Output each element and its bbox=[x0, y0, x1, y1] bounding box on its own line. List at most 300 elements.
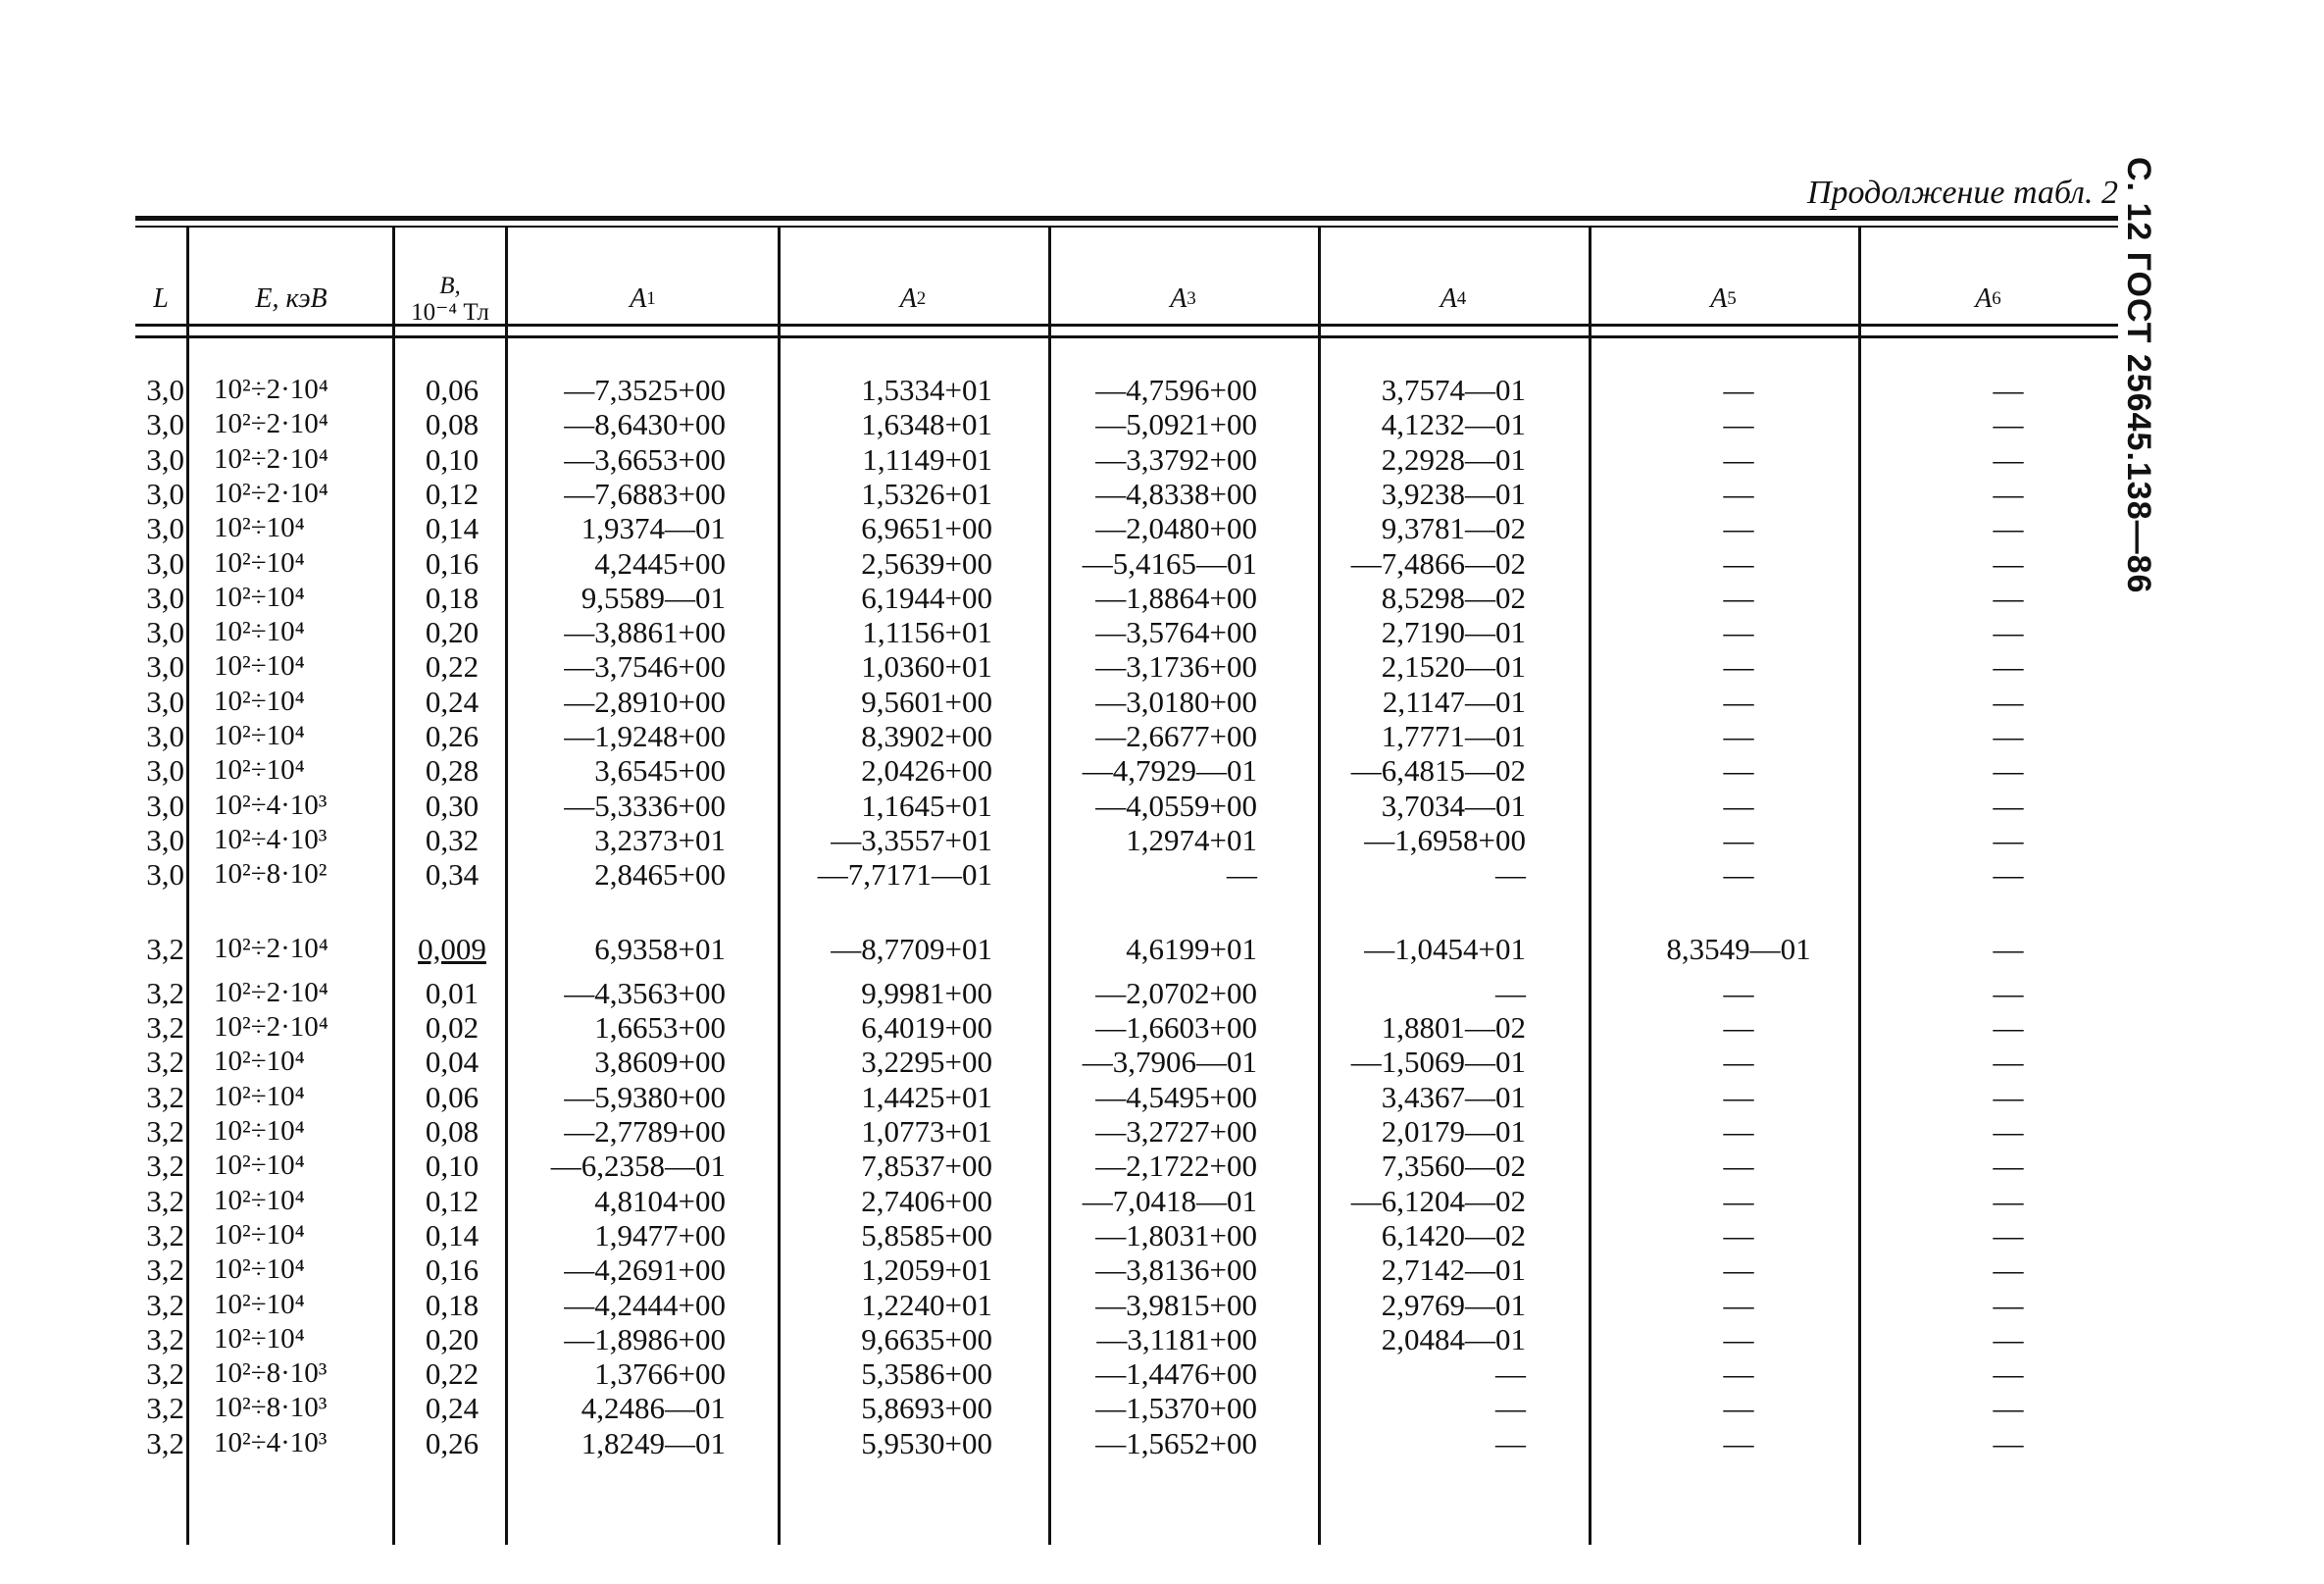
cell-a1: —1,9248+00 bbox=[564, 719, 726, 753]
cell-a3: —3,1736+00 bbox=[1095, 649, 1257, 685]
cell-e: 10²÷4·10³ bbox=[214, 789, 328, 821]
cell-a6: — bbox=[1993, 1079, 2024, 1114]
cell-a2: 6,4019+00 bbox=[861, 1010, 992, 1046]
cell-b: 0,06 bbox=[425, 1079, 480, 1114]
cell-e: 10²÷10⁴ bbox=[214, 1184, 305, 1216]
cell-a5: — bbox=[1723, 788, 1754, 823]
table-row bbox=[135, 1426, 2118, 1460]
cell-a1: —3,8861+00 bbox=[564, 615, 726, 650]
cell-b: 0,10 bbox=[425, 1149, 480, 1184]
cell-e: 10²÷10⁴ bbox=[214, 1150, 305, 1182]
cell-e: 10²÷2·10⁴ bbox=[214, 477, 328, 509]
cell-l: 3,2 bbox=[146, 1183, 184, 1218]
cell-a1: —4,2691+00 bbox=[564, 1252, 726, 1288]
cell-b: 0,02 bbox=[425, 1010, 480, 1046]
cell-a1: 4,8104+00 bbox=[594, 1183, 726, 1218]
cell-l: 3,2 bbox=[146, 1149, 184, 1184]
cell-e: 10²÷10⁴ bbox=[214, 581, 305, 613]
cell-a6: — bbox=[1993, 975, 2024, 1010]
cell-b: 0,18 bbox=[425, 580, 480, 615]
table-row bbox=[135, 477, 2118, 511]
cell-e: 10²÷10⁴ bbox=[214, 546, 305, 579]
cell-a6: — bbox=[1993, 719, 2024, 753]
cell-a1: —2,8910+00 bbox=[564, 684, 726, 719]
cell-a3: —7,0418—01 bbox=[1082, 1183, 1257, 1218]
cell-b: 0,24 bbox=[425, 684, 480, 719]
header-a1-index: 1 bbox=[646, 287, 656, 309]
cell-a4: —6,1204—02 bbox=[1350, 1183, 1526, 1218]
cell-a2: 1,1156+01 bbox=[862, 615, 992, 650]
header-l: L bbox=[153, 282, 169, 314]
cell-b: 0,30 bbox=[425, 788, 480, 823]
cell-a3: —1,8864+00 bbox=[1095, 580, 1257, 615]
cell-a6: — bbox=[1993, 373, 2024, 407]
cell-a4: — bbox=[1495, 1356, 1526, 1392]
cell-b: 0,32 bbox=[425, 822, 480, 857]
cell-a2: 5,8585+00 bbox=[861, 1217, 992, 1252]
header-a2-index: 2 bbox=[916, 287, 927, 309]
header-a5 bbox=[1589, 255, 1858, 343]
cell-a3: —2,6677+00 bbox=[1095, 719, 1257, 753]
cell-a4: 2,2928—01 bbox=[1381, 441, 1526, 477]
cell-a5: — bbox=[1723, 476, 1754, 511]
cell-a3: —2,0480+00 bbox=[1095, 511, 1257, 546]
cell-a3: —3,8136+00 bbox=[1095, 1252, 1257, 1288]
cell-e: 10²÷10⁴ bbox=[214, 1288, 305, 1320]
cell-l: 3,2 bbox=[146, 1425, 184, 1460]
cell-a6: — bbox=[1993, 1114, 2024, 1149]
cell-b: 0,22 bbox=[425, 1356, 480, 1392]
table-row bbox=[135, 615, 2118, 649]
cell-a1: 3,2373+01 bbox=[594, 822, 726, 857]
header-a3-symbol: A bbox=[1170, 282, 1187, 314]
cell-a4: 9,3781—02 bbox=[1381, 511, 1526, 546]
cell-a4: — bbox=[1495, 857, 1526, 893]
cell-a6: — bbox=[1993, 441, 2024, 477]
cell-a6: — bbox=[1993, 788, 2024, 823]
cell-a4: 3,7574—01 bbox=[1381, 373, 1526, 407]
table-row bbox=[135, 1080, 2118, 1114]
table-row bbox=[135, 1391, 2118, 1425]
cell-l: 3,0 bbox=[146, 511, 184, 546]
cell-b: 0,22 bbox=[425, 649, 480, 685]
cell-a3: 1,2974+01 bbox=[1126, 822, 1257, 857]
header-a4-index: 4 bbox=[1456, 287, 1467, 309]
cell-a1: 4,2445+00 bbox=[594, 545, 726, 581]
cell-a1: 1,9374—01 bbox=[581, 511, 726, 546]
cell-l: 3,0 bbox=[146, 373, 184, 407]
cell-a6: — bbox=[1993, 615, 2024, 650]
cell-a2: 5,8693+00 bbox=[861, 1391, 992, 1426]
table-row bbox=[135, 407, 2118, 441]
table-row bbox=[135, 932, 2118, 966]
cell-a5: — bbox=[1723, 1045, 1754, 1080]
cell-a5: — bbox=[1723, 1356, 1754, 1392]
cell-a2: 2,5639+00 bbox=[861, 545, 992, 581]
table-row bbox=[135, 1322, 2118, 1356]
cell-e: 10²÷10⁴ bbox=[214, 754, 305, 787]
header-a3-index: 3 bbox=[1187, 287, 1196, 309]
cell-l: 3,2 bbox=[146, 1321, 184, 1356]
table-caption: Продолжение табл. 2 bbox=[1806, 175, 2118, 211]
cell-l: 3,2 bbox=[146, 975, 184, 1010]
cell-a6: — bbox=[1993, 1252, 2024, 1288]
cell-a5: — bbox=[1723, 753, 1754, 789]
cell-a3: —1,6603+00 bbox=[1095, 1010, 1257, 1046]
cell-a2: —7,7171—01 bbox=[817, 857, 992, 893]
header-e: E, кэВ bbox=[255, 282, 328, 314]
cell-a6: — bbox=[1993, 545, 2024, 581]
table-top-rule-thin bbox=[135, 226, 2118, 228]
cell-a5: — bbox=[1723, 1425, 1754, 1460]
cell-e: 10²÷10⁴ bbox=[214, 1322, 305, 1354]
cell-a5: — bbox=[1723, 1252, 1754, 1288]
cell-l: 3,0 bbox=[146, 857, 184, 893]
table-row bbox=[135, 789, 2118, 823]
cell-e: 10²÷8·10³ bbox=[214, 1357, 328, 1390]
cell-b: 0,08 bbox=[425, 407, 480, 442]
cell-a6: — bbox=[1993, 1425, 2024, 1460]
cell-l: 3,0 bbox=[146, 719, 184, 753]
cell-a1: 6,9358+01 bbox=[594, 931, 726, 966]
cell-b: 0,14 bbox=[425, 1217, 480, 1252]
header-a2 bbox=[778, 255, 1048, 343]
cell-a2: 1,2240+01 bbox=[861, 1287, 992, 1322]
cell-a5: — bbox=[1723, 857, 1754, 893]
cell-b: 0,08 bbox=[425, 1114, 480, 1149]
cell-e: 10²÷8·10² bbox=[214, 858, 328, 891]
cell-l: 3,0 bbox=[146, 753, 184, 789]
cell-a2: 1,2059+01 bbox=[861, 1252, 992, 1288]
table-row bbox=[135, 649, 2118, 684]
cell-l: 3,2 bbox=[146, 1217, 184, 1252]
header-b bbox=[395, 255, 505, 343]
cell-a1: —4,3563+00 bbox=[564, 975, 726, 1010]
table-row bbox=[135, 1288, 2118, 1322]
cell-a3: —2,1722+00 bbox=[1095, 1149, 1257, 1184]
table-row bbox=[135, 1252, 2118, 1287]
cell-a3: —3,5764+00 bbox=[1095, 615, 1257, 650]
cell-b: 0,01 bbox=[425, 975, 480, 1010]
cell-a1: 3,6545+00 bbox=[594, 753, 726, 789]
cell-a6: — bbox=[1993, 1356, 2024, 1392]
cell-l: 3,2 bbox=[146, 1010, 184, 1046]
cell-e: 10²÷10⁴ bbox=[214, 1115, 305, 1147]
cell-b: 0,20 bbox=[425, 1321, 480, 1356]
cell-b: 0,28 bbox=[425, 753, 480, 789]
cell-a3: — bbox=[1227, 857, 1257, 893]
table-row bbox=[135, 1356, 2118, 1391]
cell-a3: —1,5370+00 bbox=[1095, 1391, 1257, 1426]
cell-b: 0,16 bbox=[425, 1252, 480, 1288]
cell-a2: 5,9530+00 bbox=[861, 1425, 992, 1460]
cell-a3: —4,8338+00 bbox=[1095, 476, 1257, 511]
header-b-unit: 10⁻⁴ Тл bbox=[411, 299, 489, 326]
cell-a5: — bbox=[1723, 684, 1754, 719]
cell-b: 0,10 bbox=[425, 441, 480, 477]
cell-a5: — bbox=[1723, 1217, 1754, 1252]
cell-b: 0,12 bbox=[425, 476, 480, 511]
cell-l: 3,0 bbox=[146, 441, 184, 477]
cell-a3: —4,0559+00 bbox=[1095, 788, 1257, 823]
cell-a1: 1,3766+00 bbox=[594, 1356, 726, 1392]
cell-a4: 3,7034—01 bbox=[1381, 788, 1526, 823]
cell-e: 10²÷8·10³ bbox=[214, 1392, 328, 1424]
table-row bbox=[135, 373, 2118, 407]
cell-a4: 2,0179—01 bbox=[1381, 1114, 1526, 1149]
cell-e: 10²÷10⁴ bbox=[214, 720, 305, 751]
cell-a4: — bbox=[1495, 1391, 1526, 1426]
cell-a5: — bbox=[1723, 511, 1754, 546]
cell-l: 3,2 bbox=[146, 1356, 184, 1392]
cell-a5: — bbox=[1723, 1391, 1754, 1426]
cell-b: 0,18 bbox=[425, 1287, 480, 1322]
cell-b: 0,14 bbox=[425, 511, 480, 546]
cell-a1: 4,2486—01 bbox=[581, 1391, 726, 1426]
cell-b: 0,16 bbox=[425, 545, 480, 581]
cell-a6: — bbox=[1993, 753, 2024, 789]
cell-a2: 5,3586+00 bbox=[861, 1356, 992, 1392]
cell-l: 3,2 bbox=[146, 1252, 184, 1288]
cell-a2: 2,0426+00 bbox=[861, 753, 992, 789]
cell-a1: —5,3336+00 bbox=[564, 788, 726, 823]
cell-a1: 1,8249—01 bbox=[581, 1425, 726, 1460]
table-row bbox=[135, 976, 2118, 1010]
cell-a4: —1,6958+00 bbox=[1364, 822, 1526, 857]
table-row bbox=[135, 1010, 2118, 1045]
cell-a5: — bbox=[1723, 1183, 1754, 1218]
cell-a3: —1,8031+00 bbox=[1095, 1217, 1257, 1252]
cell-a1: —3,6653+00 bbox=[564, 441, 726, 477]
cell-a1: 2,8465+00 bbox=[594, 857, 726, 893]
cell-e: 10²÷2·10⁴ bbox=[214, 1011, 328, 1044]
cell-a4: —6,4815—02 bbox=[1350, 753, 1526, 789]
cell-a2: —8,7709+01 bbox=[831, 931, 992, 966]
cell-a2: 6,1944+00 bbox=[861, 580, 992, 615]
cell-e: 10²÷10⁴ bbox=[214, 616, 305, 648]
table-row bbox=[135, 719, 2118, 753]
cell-a3: —4,7929—01 bbox=[1082, 753, 1257, 789]
cell-a3: —4,7596+00 bbox=[1095, 373, 1257, 407]
cell-a1: —7,3525+00 bbox=[564, 373, 726, 407]
cell-a5: — bbox=[1723, 615, 1754, 650]
cell-e: 10²÷10⁴ bbox=[214, 1046, 305, 1078]
cell-l: 3,0 bbox=[146, 788, 184, 823]
cell-a5: — bbox=[1723, 649, 1754, 685]
cell-a3: —2,0702+00 bbox=[1095, 975, 1257, 1010]
cell-a3: —3,7906—01 bbox=[1082, 1045, 1257, 1080]
cell-a5: — bbox=[1723, 1321, 1754, 1356]
table-row bbox=[135, 823, 2118, 857]
cell-l: 3,0 bbox=[146, 684, 184, 719]
cell-a4: 2,1520—01 bbox=[1381, 649, 1526, 685]
header-b-symbol: B, bbox=[439, 272, 461, 299]
cell-a4: 3,4367—01 bbox=[1381, 1079, 1526, 1114]
cell-l: 3,0 bbox=[146, 822, 184, 857]
cell-a6: — bbox=[1993, 1183, 2024, 1218]
cell-a5: — bbox=[1723, 1010, 1754, 1046]
cell-b: 0,24 bbox=[425, 1391, 480, 1426]
cell-a6: — bbox=[1993, 407, 2024, 442]
header-a2-symbol: A bbox=[899, 282, 917, 314]
table-row bbox=[135, 1114, 2118, 1149]
cell-a5: — bbox=[1723, 545, 1754, 581]
cell-a1: —5,9380+00 bbox=[564, 1079, 726, 1114]
cell-a1: 1,6653+00 bbox=[594, 1010, 726, 1046]
header-a5-symbol: A bbox=[1710, 282, 1728, 314]
cell-a1: 1,9477+00 bbox=[594, 1217, 726, 1252]
cell-l: 3,0 bbox=[146, 580, 184, 615]
table-row bbox=[135, 857, 2118, 892]
table-row bbox=[135, 1149, 2118, 1183]
cell-b: 0,12 bbox=[425, 1183, 480, 1218]
cell-a5: — bbox=[1723, 975, 1754, 1010]
cell-a5: — bbox=[1723, 407, 1754, 442]
cell-a6: — bbox=[1993, 822, 2024, 857]
cell-a4: 2,9769—01 bbox=[1381, 1287, 1526, 1322]
cell-a4: 7,3560—02 bbox=[1381, 1149, 1526, 1184]
cell-b: 0,26 bbox=[425, 719, 480, 753]
header-a5-index: 5 bbox=[1727, 287, 1737, 309]
cell-l: 3,2 bbox=[146, 1079, 184, 1114]
cell-a3: —3,9815+00 bbox=[1095, 1287, 1257, 1322]
cell-a5: 8,3549—01 bbox=[1666, 931, 1811, 966]
cell-a2: 1,6348+01 bbox=[861, 407, 992, 442]
cell-b: 0,06 bbox=[425, 373, 480, 407]
cell-a1: —4,2444+00 bbox=[564, 1287, 726, 1322]
cell-a6: — bbox=[1993, 1217, 2024, 1252]
cell-a2: 9,6635+00 bbox=[861, 1321, 992, 1356]
cell-a4: 3,9238—01 bbox=[1381, 476, 1526, 511]
table-row bbox=[135, 685, 2118, 719]
cell-a3: 4,6199+01 bbox=[1126, 931, 1257, 966]
cell-a5: — bbox=[1723, 1114, 1754, 1149]
cell-a4: 2,1147—01 bbox=[1382, 684, 1526, 719]
cell-b: 0,04 bbox=[425, 1045, 480, 1080]
cell-l: 3,0 bbox=[146, 476, 184, 511]
cell-a2: 1,5326+01 bbox=[861, 476, 992, 511]
cell-a6: — bbox=[1993, 1321, 2024, 1356]
table-row bbox=[135, 1184, 2118, 1218]
cell-l: 3,2 bbox=[146, 931, 184, 966]
cell-e: 10²÷10⁴ bbox=[214, 685, 305, 717]
cell-e: 10²÷2·10⁴ bbox=[214, 932, 328, 964]
cell-a2: 6,9651+00 bbox=[861, 511, 992, 546]
header-a1 bbox=[508, 255, 778, 343]
cell-a2: 1,5334+01 bbox=[861, 373, 992, 407]
table-row bbox=[135, 753, 2118, 788]
cell-a4: 2,0484—01 bbox=[1381, 1321, 1526, 1356]
cell-a3: —3,0180+00 bbox=[1095, 684, 1257, 719]
cell-a6: — bbox=[1993, 1010, 2024, 1046]
cell-a2: 1,1645+01 bbox=[861, 788, 992, 823]
cell-a5: — bbox=[1723, 822, 1754, 857]
cell-a4: —1,0454+01 bbox=[1364, 931, 1526, 966]
cell-a1: —8,6430+00 bbox=[564, 407, 726, 442]
cell-a1: 3,8609+00 bbox=[594, 1045, 726, 1080]
cell-a2: 2,7406+00 bbox=[861, 1183, 992, 1218]
cell-b: 0,009 bbox=[418, 931, 486, 966]
header-a4-symbol: A bbox=[1440, 282, 1457, 314]
cell-a3: —3,1181+00 bbox=[1096, 1321, 1257, 1356]
cell-a6: — bbox=[1993, 1045, 2024, 1080]
header-a6 bbox=[1858, 255, 2118, 343]
cell-l: 3,0 bbox=[146, 545, 184, 581]
cell-b: 0,20 bbox=[425, 615, 480, 650]
cell-a6: — bbox=[1993, 931, 2024, 966]
cell-a6: — bbox=[1993, 649, 2024, 685]
cell-a3: —5,0921+00 bbox=[1095, 407, 1257, 442]
cell-a4: 2,7190—01 bbox=[1381, 615, 1526, 650]
cell-e: 10²÷2·10⁴ bbox=[214, 442, 328, 475]
cell-a1: —7,6883+00 bbox=[564, 476, 726, 511]
cell-l: 3,0 bbox=[146, 649, 184, 685]
cell-a4: —7,4866—02 bbox=[1350, 545, 1526, 581]
cell-a2: 9,9981+00 bbox=[861, 975, 992, 1010]
cell-b: 0,34 bbox=[425, 857, 480, 893]
cell-a4: 4,1232—01 bbox=[1381, 407, 1526, 442]
cell-a2: 1,4425+01 bbox=[861, 1079, 992, 1114]
cell-a3: —3,2727+00 bbox=[1095, 1114, 1257, 1149]
cell-a5: — bbox=[1723, 1287, 1754, 1322]
cell-a4: 8,5298—02 bbox=[1381, 580, 1526, 615]
cell-a1: 9,5589—01 bbox=[581, 580, 726, 615]
cell-e: 10²÷2·10⁴ bbox=[214, 976, 328, 1008]
cell-b: 0,26 bbox=[425, 1425, 480, 1460]
table-row bbox=[135, 1218, 2118, 1252]
cell-a1: —3,7546+00 bbox=[564, 649, 726, 685]
table-row bbox=[135, 442, 2118, 477]
data-table bbox=[135, 216, 2118, 1545]
table-row bbox=[135, 581, 2118, 615]
cell-l: 3,2 bbox=[146, 1287, 184, 1322]
cell-a6: — bbox=[1993, 1287, 2024, 1322]
standard-reference: С. 12 ГОСТ 25645.138—86 bbox=[2120, 157, 2157, 594]
cell-a1: —6,2358—01 bbox=[550, 1149, 726, 1184]
cell-a4: —1,5069—01 bbox=[1350, 1045, 1526, 1080]
cell-a5: — bbox=[1723, 580, 1754, 615]
cell-l: 3,0 bbox=[146, 407, 184, 442]
header-a6-symbol: A bbox=[1975, 282, 1993, 314]
cell-l: 3,2 bbox=[146, 1114, 184, 1149]
cell-a4: 1,7771—01 bbox=[1381, 719, 1526, 753]
table-top-rule bbox=[135, 216, 2118, 221]
table-row bbox=[135, 511, 2118, 545]
cell-a2: —3,3557+01 bbox=[831, 822, 992, 857]
cell-a5: — bbox=[1723, 1149, 1754, 1184]
cell-e: 10²÷4·10³ bbox=[214, 823, 328, 855]
header-a3 bbox=[1048, 255, 1318, 343]
cell-a2: 7,8537+00 bbox=[861, 1149, 992, 1184]
header-a4 bbox=[1318, 255, 1589, 343]
cell-a3: —4,5495+00 bbox=[1095, 1079, 1257, 1114]
cell-a1: —2,7789+00 bbox=[564, 1114, 726, 1149]
cell-a6: — bbox=[1993, 1391, 2024, 1426]
cell-e: 10²÷10⁴ bbox=[214, 1253, 305, 1286]
cell-a3: —1,5652+00 bbox=[1095, 1425, 1257, 1460]
cell-e: 10²÷10⁴ bbox=[214, 512, 305, 544]
cell-e: 10²÷2·10⁴ bbox=[214, 374, 328, 405]
header-a6-index: 6 bbox=[1992, 287, 2001, 309]
cell-a6: — bbox=[1993, 684, 2024, 719]
cell-a4: — bbox=[1495, 1425, 1526, 1460]
cell-a5: — bbox=[1723, 719, 1754, 753]
page-side-label bbox=[2118, 157, 2197, 706]
cell-e: 10²÷2·10⁴ bbox=[214, 408, 328, 440]
cell-a5: — bbox=[1723, 441, 1754, 477]
table-row bbox=[135, 1045, 2118, 1079]
cell-a2: 1,0360+01 bbox=[861, 649, 992, 685]
